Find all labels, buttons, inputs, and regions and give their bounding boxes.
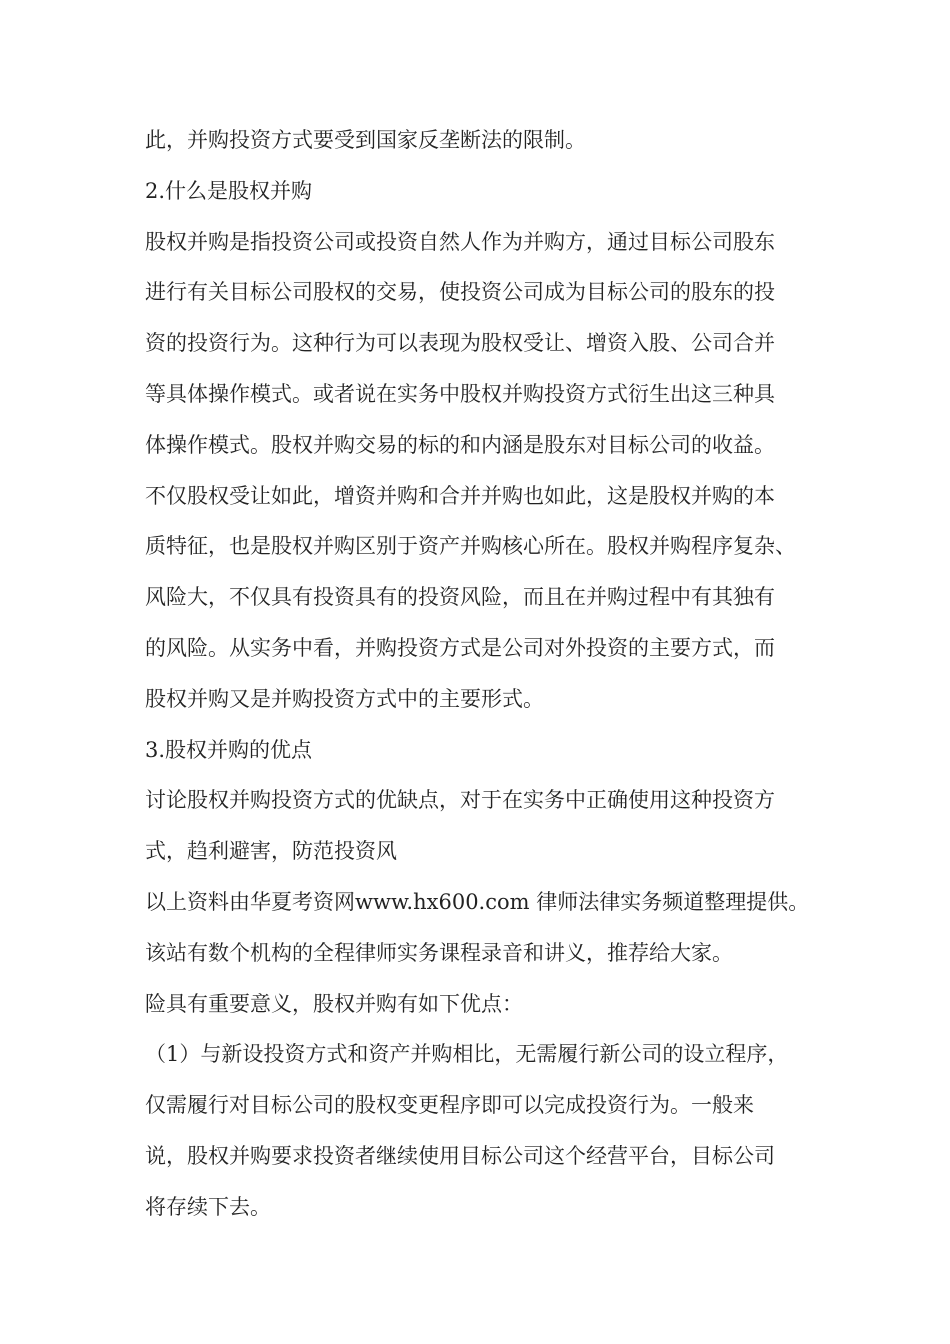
source-note-line: 以上资料由华夏考资网www.hx600.com 律师法律实务频道整理提供。: [145, 889, 810, 914]
text-line: 的风险。从实务中看，并购投资方式是公司对外投资的主要方式，而: [145, 635, 775, 660]
text-line: 仅需履行对目标公司的股权变更程序即可以完成投资行为。一般来: [145, 1093, 754, 1118]
text-line: 将存续下去。: [145, 1194, 271, 1219]
text-line: 资的投资行为。这种行为可以表现为股权受让、增资入股、公司合并: [145, 331, 775, 356]
document-body: [145, 115, 810, 1233]
text-line: 体操作模式。股权并购交易的标的和内涵是股东对目标公司的收益。: [145, 432, 775, 457]
text-line: 进行有关目标公司股权的交易，使投资公司成为目标公司的股东的投: [145, 280, 775, 305]
text-line: 风险大，不仅具有投资具有的投资风险，而且在并购过程中有其独有: [145, 585, 775, 610]
text-line: 股权并购又是并购投资方式中的主要形式。: [145, 686, 544, 711]
text-line: 险具有重要意义，股权并购有如下优点：: [145, 991, 523, 1016]
section-heading: 2.什么是股权并购: [145, 178, 313, 203]
text-line: 等具体操作模式。或者说在实务中股权并购投资方式衍生出这三种具: [145, 381, 775, 406]
text-line: 讨论股权并购投资方式的优缺点，对于在实务中正确使用这种投资方: [145, 788, 775, 813]
text-line: 说，股权并购要求投资者继续使用目标公司这个经营平台，目标公司: [145, 1143, 775, 1168]
text-line: 此，并购投资方式要受到国家反垄断法的限制。: [145, 128, 586, 152]
section-heading: 3.股权并购的优点: [145, 737, 313, 762]
text-line: 不仅股权受让如此，增资并购和合并并购也如此，这是股权并购的本: [145, 483, 775, 508]
text-line: 质特征，也是股权并购区别于资产并购核心所在。股权并购程序复杂、: [145, 534, 796, 559]
text-line: 股权并购是指投资公司或投资自然人作为并购方，通过目标公司股东: [145, 229, 775, 254]
text-line: 式，趋利避害，防范投资风: [145, 839, 397, 864]
source-note-line: 该站有数个机构的全程律师实务课程录音和讲义，推荐给大家。: [145, 940, 733, 965]
list-item-line: （1）与新设投资方式和资产并购相比，无需履行新公司的设立程序，: [145, 1042, 789, 1067]
